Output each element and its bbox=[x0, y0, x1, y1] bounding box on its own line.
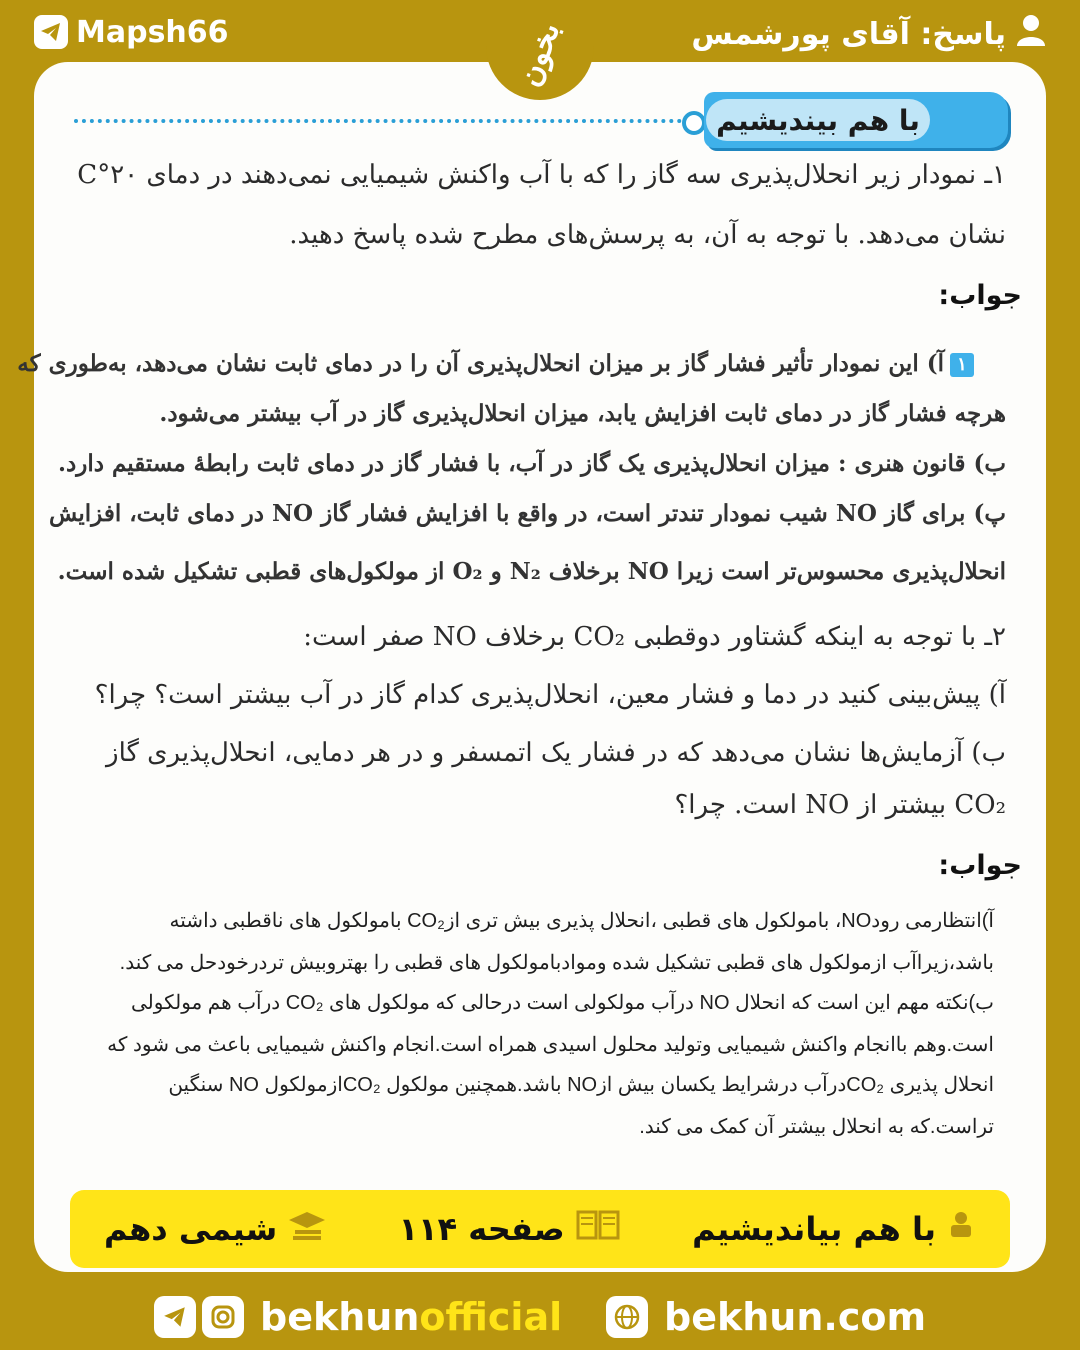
instagram-icon bbox=[202, 1296, 244, 1338]
logo-text: بخون bbox=[512, 17, 568, 91]
book-answer-line2: هرچه فشار گاز در دمای ثابت افزایش یابد، میزان انحلال‌پذیری گاز در آب بیشتر می‌شود. bbox=[159, 400, 1006, 427]
book-answer-line1 bbox=[17, 350, 974, 377]
handle-text: Mapsh66 bbox=[76, 14, 229, 50]
footer-bar bbox=[70, 1190, 1010, 1268]
footer-page-text: صفحه ۱۱۴ bbox=[398, 1210, 565, 1248]
ring-icon bbox=[682, 111, 706, 135]
answer-label-1: جواب: bbox=[938, 280, 1022, 311]
teacher-answer-line1: آ)انتظارمی رودNO، بامولکول های قطبی ،انحلال پذیری بیش تری ازCO₂ بامولکول های ناقطبی داشته bbox=[169, 910, 994, 932]
book-answer-line1-text: آ) این نمودار تأثیر فشار گاز بر میزان انحلال‌پذیری آن را در دمای ثابت نشان می‌دهد، به‌طوری که bbox=[17, 350, 944, 377]
bottom-strip bbox=[0, 1288, 1080, 1344]
book-answer-line5: انحلال‌پذیری محسوس‌تر است زیرا NO برخلاف N₂ و O₂ از مولکول‌های قطبی تشکیل شده است. bbox=[57, 558, 1006, 585]
teacher-answer-line4: است.وهم باانجام واکنش شیمیایی وتولید محلول اسیدی همراه است.انجام واکنش شیمیایی باعث می شود که bbox=[107, 1034, 994, 1056]
website-link[interactable] bbox=[606, 1294, 926, 1340]
question2-line1: ۲ـ با توجه به اینکه گشتاور دوقطبی CO₂ برخلاف NO صفر است: bbox=[303, 622, 1006, 652]
question1-line2: نشان می‌دهد. با توجه به آن، به پرسش‌های مطرح شده پاسخ دهید. bbox=[289, 220, 1006, 250]
teacher-icon bbox=[946, 1210, 976, 1248]
question2-line2: آ) پیش‌بینی کنید در دما و فشار معین، انحلال‌پذیری کدام گاز در آب بیشتر است؟ چرا؟ bbox=[94, 680, 1006, 710]
social-handle bbox=[260, 1295, 562, 1339]
question2-line3: ب) آزمایش‌ها نشان می‌دهد که در فشار یک اتمسفر و در هر دمایی، انحلال‌پذیری گاز bbox=[106, 738, 1006, 768]
telegram-handle[interactable] bbox=[34, 12, 229, 52]
section-heading bbox=[74, 92, 1008, 150]
teacher-answer-line2: باشد،زیراآب ازمولکول های قطبی تشکیل شده وموادبامولکول های قطبی را بهتروبیش تردرخودحل می کند. bbox=[119, 952, 994, 974]
telegram-icon bbox=[154, 1296, 196, 1338]
globe-icon bbox=[606, 1296, 648, 1338]
graduation-cap-icon bbox=[287, 1209, 327, 1249]
social-prefix: bekhun bbox=[260, 1295, 420, 1339]
website-text: bekhun.com bbox=[664, 1295, 927, 1339]
footer-topic bbox=[692, 1210, 976, 1248]
footer-subject bbox=[104, 1209, 327, 1249]
heading-pill bbox=[704, 92, 1008, 148]
telegram-icon bbox=[34, 15, 68, 49]
question2-line4: CO₂ بیشتر از NO است. چرا؟ bbox=[674, 790, 1006, 820]
social-link[interactable] bbox=[154, 1294, 562, 1340]
dotted-divider bbox=[74, 119, 682, 123]
footer-subject-text: شیمی دهم bbox=[104, 1210, 278, 1248]
book-answer-line4: پ) برای گاز NO شیب نمودار تندتر است، در واقع با افزایش فشار گاز NO در دمای ثابت، افزایش bbox=[49, 500, 1006, 527]
teacher-answer-line3: ب)نکته مهم این است که انحلال NO درآب مولکولی است درحالی که مولکول های CO₂ درآب هم مولکولی bbox=[130, 992, 994, 1014]
footer-topic-text: با هم بیاندیشیم bbox=[692, 1210, 936, 1248]
section-title: با هم بیندیشیم bbox=[706, 99, 930, 141]
social-suffix: official bbox=[419, 1295, 563, 1339]
user-icon bbox=[1016, 14, 1046, 54]
book-answer-line3: ب) قانون هنری : میزان انحلال‌پذیری یک گاز در آب، با فشار گاز در دمای ثابت رابطهٔ مستقیم دارد. bbox=[58, 450, 1006, 477]
answer-label-2: جواب: bbox=[938, 850, 1022, 881]
question1-line1: ۱ـ نمودار زیر انحلال‌پذیری سه گاز را که با آب واکنش شیمیایی نمی‌دهند در دمای ۲۰°C bbox=[77, 160, 1006, 190]
book-icon bbox=[575, 1208, 621, 1250]
footer-page bbox=[399, 1208, 621, 1250]
answerer-text: پاسخ: آقای پورشمس bbox=[691, 16, 1006, 52]
teacher-answer-line5: انحلال پذیری CO₂درآب درشرایط یکسان بیش ازNO باشد.همچنین مولکول CO₂ازمولکول NO سنگین bbox=[168, 1074, 994, 1096]
teacher-answer-line6: تراست.که به انحلال بیشتر آن کمک می کند. bbox=[639, 1116, 994, 1138]
answer-number-badge: ۱ bbox=[950, 353, 974, 377]
answerer bbox=[691, 12, 1046, 56]
